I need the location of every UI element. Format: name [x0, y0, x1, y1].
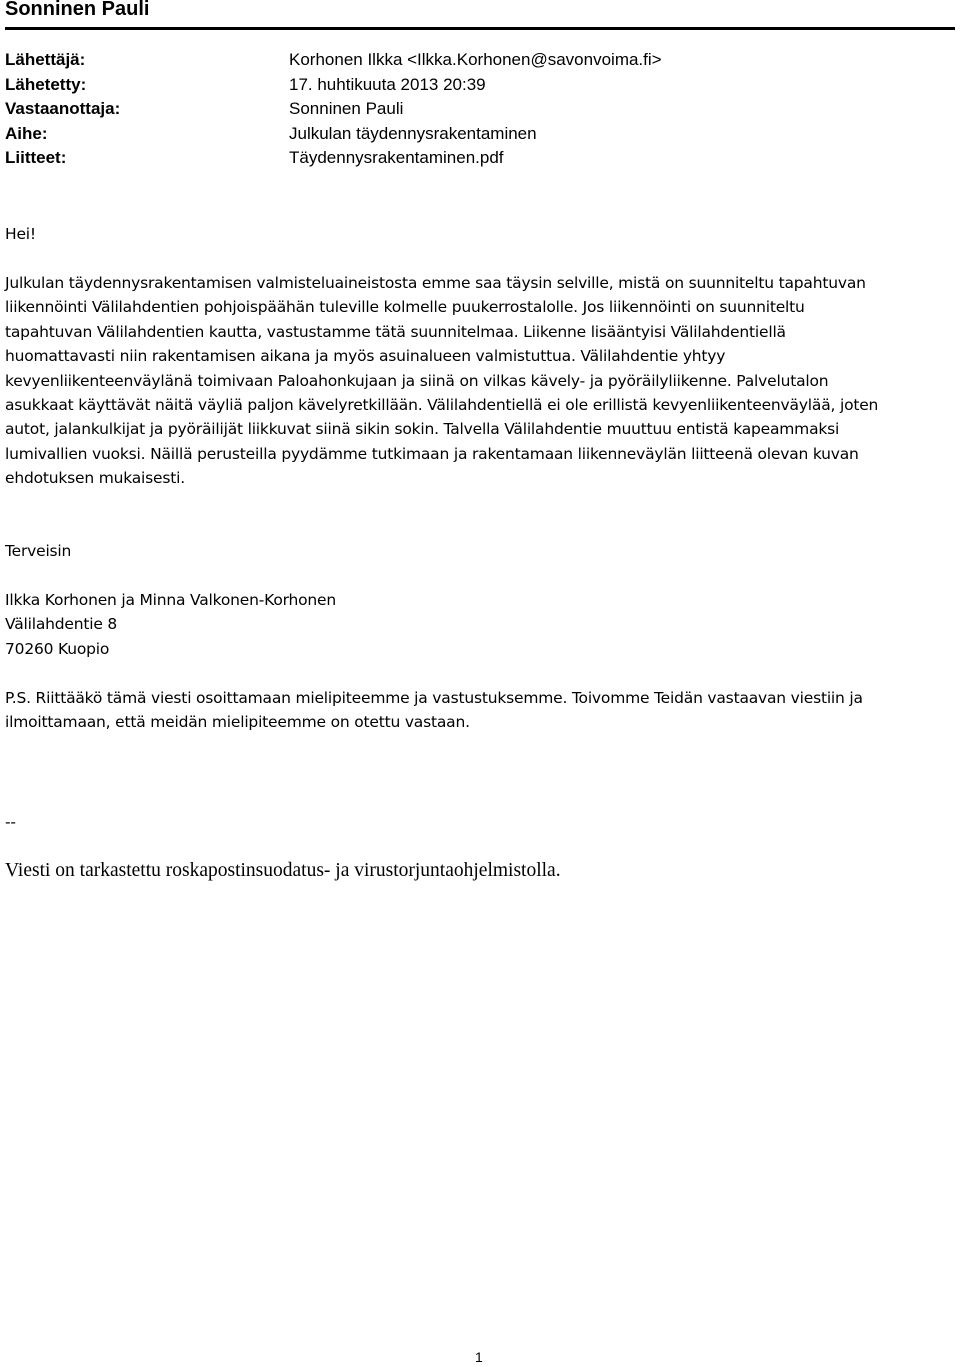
signature-name: Ilkka Korhonen ja Minna Valkonen-Korhonen — [5, 591, 337, 609]
header-label: Lähetetty: — [5, 74, 87, 94]
paragraph-line: asukkaat käyttävät näitä väyliä paljon kävelyretkillään. Välilahdentiellä ei ole erillistä kevyenliikenteenväylää, joten — [5, 395, 879, 414]
postscript — [5, 686, 950, 735]
paragraph-line: lumivallien vuoksi. Näillä perusteilla pyydämme tutkimaan ja rakentamaan liikenneväylän liitteenä olevan kuvan — [5, 444, 859, 463]
email-header — [5, 48, 905, 171]
header-row-sent — [5, 73, 905, 98]
header-label: Lähettäjä: — [5, 50, 86, 69]
signature-street: Välilahdentie 8 — [5, 615, 118, 634]
page-title: Sonninen Pauli — [5, 0, 150, 20]
header-row-to — [5, 97, 905, 122]
paragraph-line: Julkulan täydennysrakentamisen valmisteluaineistosta emme saa täysin selville, mistä on suunniteltu tapahtuvan — [5, 274, 866, 292]
header-row-from — [5, 48, 905, 73]
paragraph-line: tapahtuvan Välilahdentien kautta, vastustamme tätä suunnitelmaa. Liikenne lisääntyisi Välilahdentiellä — [5, 322, 786, 341]
paragraph-line: ehdotuksen mukaisesti. — [5, 469, 185, 488]
title-rule — [5, 27, 955, 30]
postscript-line: ilmoittamaan, että meidän mielipiteemme on otettu vastaan. — [5, 713, 470, 732]
greeting: Hei! — [5, 225, 36, 243]
closing: Terveisin — [5, 542, 72, 560]
scan-notice: Viesti on tarkastettu roskapostinsuodatus- ja virustorjuntaohjelmistolla. — [5, 860, 561, 881]
signature — [5, 588, 950, 661]
paragraph-line: autot, jalankulkijat ja pyöräilijät liikkuvat siinä sikin sokin. Talvella Välilahdentie muuttuu entistä kapeammaksi — [5, 420, 840, 439]
attachment-link[interactable]: Täydennysrakentaminen.pdf — [289, 148, 504, 168]
header-row-attachments — [5, 146, 905, 171]
header-label: Liitteet: — [5, 148, 67, 168]
page-number: 1 — [475, 1349, 483, 1365]
signature-separator: -- — [5, 813, 16, 831]
postscript-line: P.S. Riittääkö tämä viesti osoittamaan mielipiteemme ja vastustuksemme. Toivomme Teidän vastaavan viestiin ja — [5, 689, 863, 707]
paragraph-line: huomattavasti niin rakentamisen aikana ja myös asuinalueen valmistuttua. Välilahdentie yhtyy — [5, 347, 726, 366]
paragraph-line: liikennöinti Välilahdentien pohjoispäähän tuleville kolmelle puukerrostalolle. Jos liikennöinti on suunniteltu — [5, 298, 805, 317]
header-value: Sonninen Pauli — [289, 99, 404, 119]
header-value: Julkulan täydennysrakentaminen — [289, 123, 537, 143]
header-label: Vastaanottaja: — [5, 99, 121, 119]
header-value: Korhonen Ilkka <Ilkka.Korhonen@savonvoima.fi> — [289, 50, 662, 69]
header-label: Aihe: — [5, 123, 48, 143]
paragraph-line: kevyenliikenteenväylänä toimivaan Paloahonkujaan ja siinä on vilkas kävely- ja pyöräilyliikenne. Palvelutalon — [5, 371, 829, 390]
header-row-subject — [5, 122, 905, 147]
message-paragraph — [5, 271, 950, 491]
signature-city: 70260 Kuopio — [5, 639, 110, 658]
header-value: 17. huhtikuuta 2013 20:39 — [289, 74, 486, 94]
